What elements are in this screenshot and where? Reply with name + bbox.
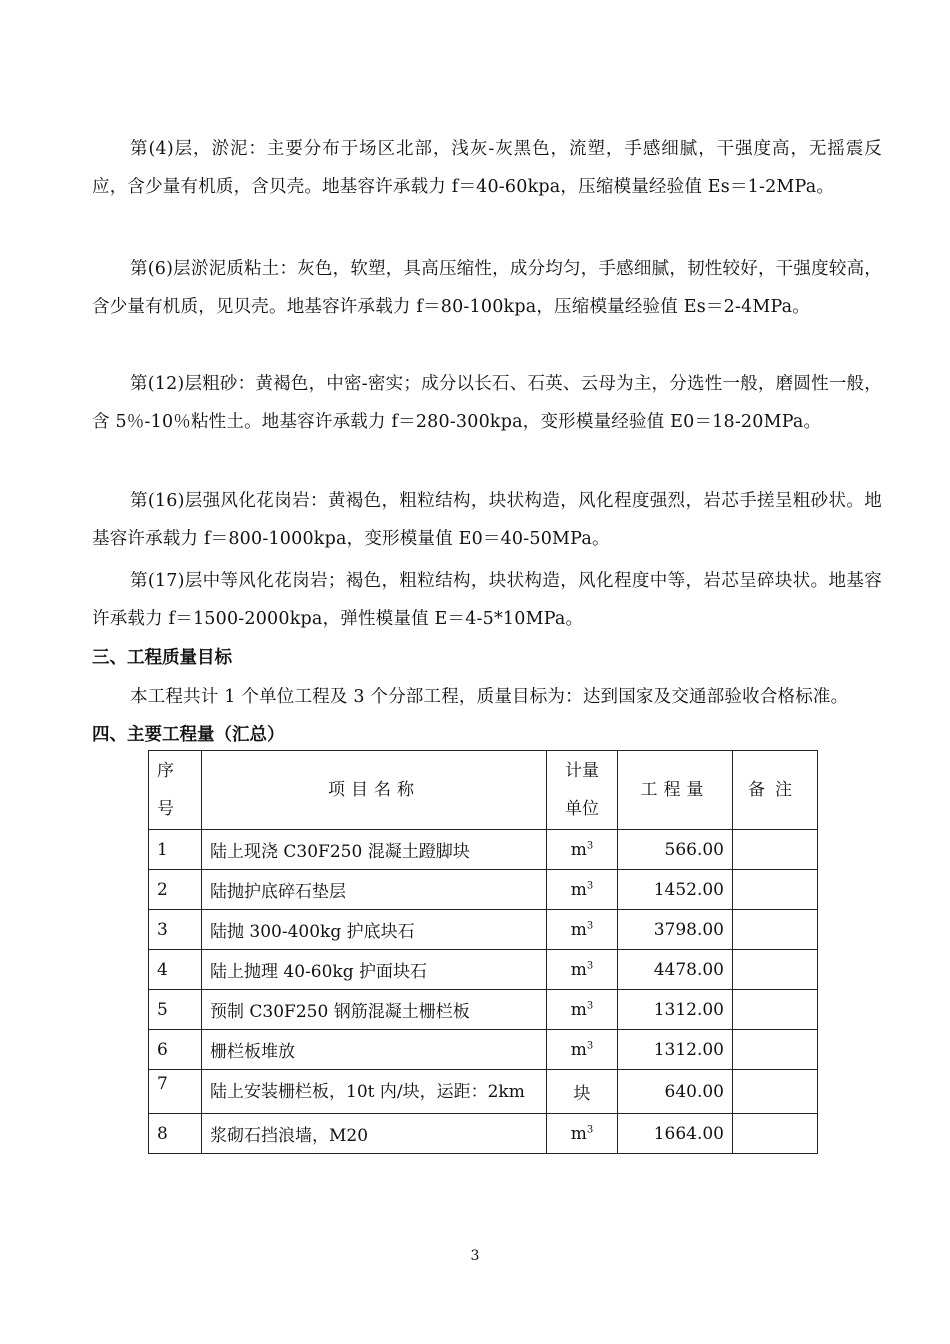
header-quantity: 工程量 xyxy=(618,751,733,830)
row-note xyxy=(733,830,818,870)
row-name: 陆上安装栅栏板，10t 内/块，运距：2km xyxy=(202,1070,547,1114)
header-no: 序 号 xyxy=(149,751,202,830)
header-unit: 计量 单位 xyxy=(547,751,618,830)
section-3-body: 本工程共计 1 个单位工程及 3 个分部工程，质量目标为：达到国家及交通部验收合格标准。 xyxy=(130,687,849,707)
row-note xyxy=(733,910,818,950)
table-row xyxy=(149,1114,818,1154)
table-row xyxy=(149,1030,818,1070)
row-quantity: 1312.00 xyxy=(618,990,733,1030)
row-quantity: 566.00 xyxy=(618,830,733,870)
table-row xyxy=(149,990,818,1030)
table-row xyxy=(149,910,818,950)
row-unit: $m^3$ xyxy=(547,1030,618,1070)
row-unit: $m^3$ xyxy=(547,830,618,870)
row-unit: $m^3$ xyxy=(547,1114,618,1154)
paragraph-layer-12: 第(12)层粗砂：黄褐色，中密-密实；成分以长石、石英、云母为主，分选性一般，磨圆性一般，含 5％-10％粘性土。地基容许承载力 f＝280-300kpa，变形模量经验值 E0＝18-20MPa。 xyxy=(92,374,882,432)
row-name: 预制 C30F250 钢筋混凝土栅栏板 xyxy=(202,990,547,1030)
row-note xyxy=(733,1114,818,1154)
paragraph-layer-17: 第(17)层中等风化花岗岩；褐色，粗粒结构，块状构造，风化程度中等，岩芯呈碎块状。地基容许承载力 f＝1500-2000kpa，弹性模量值 E＝4-5*10MPa。 xyxy=(92,571,882,629)
header-name: 项目名称 xyxy=(202,751,547,830)
row-note xyxy=(733,870,818,910)
row-note xyxy=(733,1070,818,1114)
row-no: 2 xyxy=(149,870,202,910)
row-no: 8 xyxy=(149,1114,202,1154)
table-row xyxy=(149,950,818,990)
paragraph-layer-4: 第(4)层，淤泥：主要分布于场区北部，浅灰-灰黑色，流塑，手感细腻，干强度高，无摇震反应，含少量有机质，含贝壳。地基容许承载力 f＝40-60kpa，压缩模量经验值 Es＝1-2MPa。 xyxy=(92,139,882,197)
paragraph-layer-16: 第(16)层强风化花岗岩：黄褐色，粗粒结构，块状构造，风化程度强烈，岩芯手搓呈粗砂状。地基容许承载力 f＝800-1000kpa，变形模量值 E0＝40-50MPa。 xyxy=(92,491,882,549)
row-unit: $m^3$ xyxy=(547,870,618,910)
table-row xyxy=(149,870,818,910)
row-quantity: 640.00 xyxy=(618,1070,733,1114)
row-name: 栅栏板堆放 xyxy=(202,1030,547,1070)
row-note xyxy=(733,1030,818,1070)
row-name: 陆上现浇 C30F250 混凝土蹬脚块 xyxy=(202,830,547,870)
row-quantity: 3798.00 xyxy=(618,910,733,950)
row-quantity: 1664.00 xyxy=(618,1114,733,1154)
table-row xyxy=(149,1070,818,1114)
page-number: 3 xyxy=(470,1248,480,1264)
row-note xyxy=(733,950,818,990)
row-unit: 块 xyxy=(547,1070,618,1114)
row-unit: $m^3$ xyxy=(547,990,618,1030)
row-name: 浆砌石挡浪墙，M20 xyxy=(202,1114,547,1154)
row-unit: $m^3$ xyxy=(547,910,618,950)
section-3-heading: 三、工程质量目标 xyxy=(92,648,232,668)
row-no: 5 xyxy=(149,990,202,1030)
row-no: 7 xyxy=(149,1070,202,1114)
row-name: 陆抛护底碎石垫层 xyxy=(202,870,547,910)
table-row xyxy=(149,830,818,870)
row-name: 陆上抛理 40-60kg 护面块石 xyxy=(202,950,547,990)
row-quantity: 1452.00 xyxy=(618,870,733,910)
section-4-heading: 四、主要工程量（汇总） xyxy=(92,725,285,745)
row-no: 3 xyxy=(149,910,202,950)
quantity-table xyxy=(148,750,818,1154)
row-no: 6 xyxy=(149,1030,202,1070)
row-no: 1 xyxy=(149,830,202,870)
table-header-row xyxy=(149,751,818,830)
paragraph-layer-6: 第(6)层淤泥质粘土：灰色，软塑，具高压缩性，成分均匀，手感细腻，韧性较好，干强度较高，含少量有机质，见贝壳。地基容许承载力 f＝80-100kpa，压缩模量经验值 Es＝2-4MPa。 xyxy=(92,259,882,317)
row-note xyxy=(733,990,818,1030)
row-name: 陆抛 300-400kg 护底块石 xyxy=(202,910,547,950)
row-quantity: 4478.00 xyxy=(618,950,733,990)
header-note: 备注 xyxy=(733,751,818,830)
row-quantity: 1312.00 xyxy=(618,1030,733,1070)
row-unit: $m^3$ xyxy=(547,950,618,990)
row-no: 4 xyxy=(149,950,202,990)
